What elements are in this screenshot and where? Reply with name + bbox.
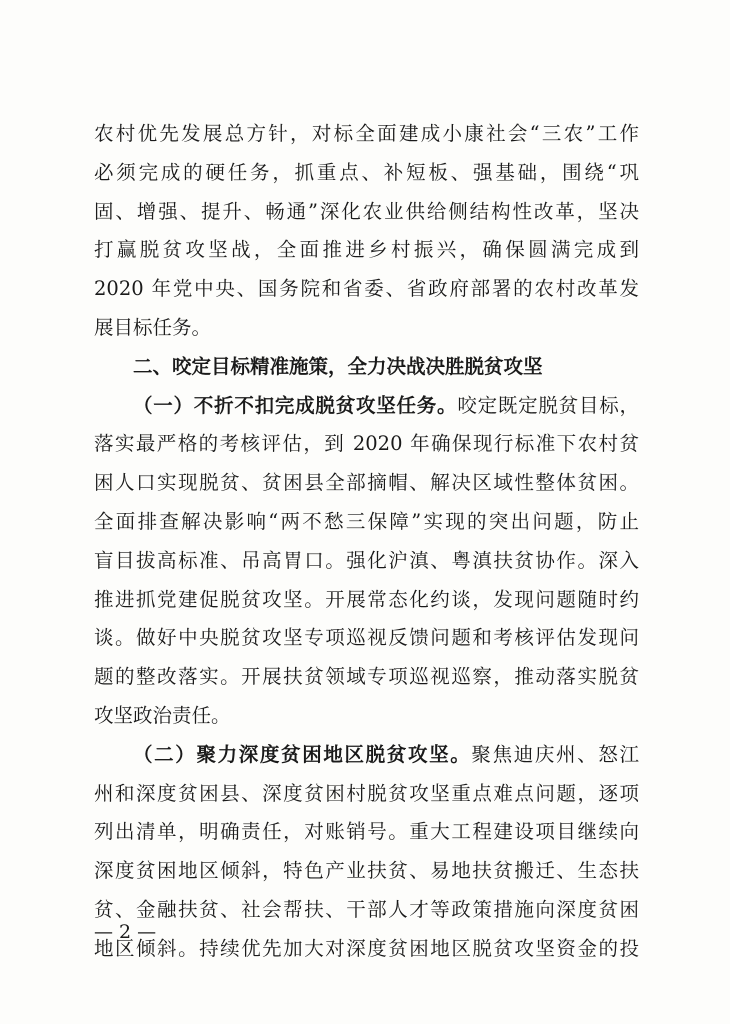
text-line xyxy=(94,736,639,775)
text-line: 题的整改落实。开展扶贫领域专项巡视巡察，推动落实脱贫 xyxy=(94,665,639,689)
text-line: 必须完成的硬任务，抓重点、补短板、强基础，围绕“巩 xyxy=(94,160,639,184)
text-line: 攻坚政治责任。 xyxy=(94,703,231,727)
text-line: 困人口实现脱贫、贫困县全部摘帽、解决区域性整体贫困。 xyxy=(94,471,639,495)
text-line: 盲目拔高标准、吊高胃口。强化沪滇、粤滇扶贫协作。深入 xyxy=(94,548,639,572)
item-title: （二）聚力深度贫困地区脱贫攻坚。 xyxy=(133,742,472,766)
section-heading: 二、咬定目标精准施策，全力决战决胜脱贫攻坚 xyxy=(133,354,543,378)
paragraph-item-one xyxy=(94,387,639,736)
text-line: 打赢脱贫攻坚战，全面推进乡村振兴，确保圆满完成到 xyxy=(94,238,639,262)
text-line: 展目标任务。 xyxy=(94,315,212,339)
item-text: 咬定既定脱贫目标， xyxy=(457,393,639,417)
text-line: 深度贫困地区倾斜，特色产业扶贫、易地扶贫搬迁、生态扶 xyxy=(94,859,639,883)
text-line: 谈。做好中央脱贫攻坚专项巡视反馈问题和考核评估发现问 xyxy=(94,626,639,650)
text-line: 农村优先发展总方针，对标全面建成小康社会“三农”工作 xyxy=(94,122,639,145)
item-text: 聚焦迪庆州、怒江 xyxy=(471,742,639,766)
item-title: （一）不折不扣完成脱贫攻坚任务。 xyxy=(133,393,458,417)
text-line: 列出清单，明确责任，对账销号。重大工程建设项目继续向 xyxy=(94,820,639,844)
text-line: 地区倾斜。持续优先加大对深度贫困地区脱贫攻坚资金的投 xyxy=(94,936,639,960)
text-line: 州和深度贫困县、深度贫困村脱贫攻坚重点难点问题，逐项 xyxy=(94,781,639,805)
text-line: 贫、金融扶贫、社会帮扶、干部人才等政策措施向深度贫困 xyxy=(94,897,639,921)
body-text xyxy=(94,115,639,969)
text-line: 全面排查解决影响“两不愁三保障”实现的突出问题，防止 xyxy=(94,509,639,533)
text-line: 推进抓党建促脱贫攻坚。开展常态化约谈，发现问题随时约 xyxy=(94,587,639,611)
text-line: 2020 年党中央、国务院和省委、省政府部署的农村改革发 xyxy=(94,277,639,301)
text-line xyxy=(94,387,639,426)
page-number: — 2 — xyxy=(94,921,157,943)
text-line: 落实最严格的考核评估，到 2020 年确保现行标准下农村贫 xyxy=(94,432,639,456)
paragraph-intro xyxy=(94,115,639,348)
text-line: 固、增强、提升、畅通”深化农业供给侧结构性改革，坚决 xyxy=(94,199,639,223)
paragraph-item-two xyxy=(94,736,639,969)
